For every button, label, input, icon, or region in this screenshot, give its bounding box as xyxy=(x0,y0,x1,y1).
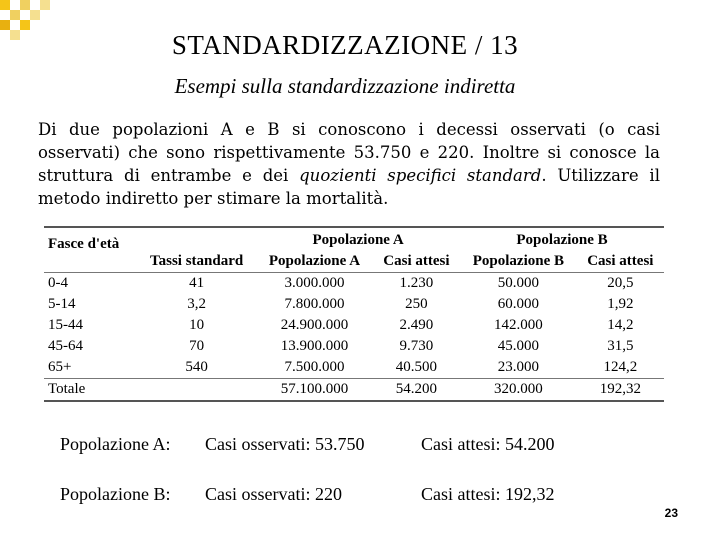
cell: 10 xyxy=(189,317,205,333)
slide-subtitle: Esempi sulla standardizzazione indiretta xyxy=(174,74,516,98)
cell: 320.000 xyxy=(494,381,543,397)
cell: 540 xyxy=(185,359,208,375)
cell: 2.490 xyxy=(399,317,434,333)
cell: 1.230 xyxy=(399,275,434,291)
cell: 50.000 xyxy=(497,275,539,291)
cell: 7.500.000 xyxy=(284,359,345,375)
summary-b-expected: Casi attesi: 192,32 xyxy=(421,484,555,504)
cell: 3,2 xyxy=(187,296,206,312)
intro-text-2: . Utilizzare il metodo indiretto per stimare la mortalità. xyxy=(38,166,660,208)
cell: 142.000 xyxy=(494,317,543,333)
cell: 45-64 xyxy=(48,338,83,354)
table-row xyxy=(44,315,664,336)
slide-title: STANDARDIZZAZIONE / 13 xyxy=(171,30,519,60)
cell: 192,32 xyxy=(599,381,641,397)
summary-a-expected: Casi attesi: 54.200 xyxy=(421,434,555,454)
header-age: Fasce d'età xyxy=(48,236,120,252)
col-casi-b: Casi attesi xyxy=(587,253,654,269)
cell: 23.000 xyxy=(497,359,539,375)
header-pop-a: Popolazione A xyxy=(312,232,404,248)
cell: 57.100.000 xyxy=(280,381,349,397)
col-pop-a: Popolazione A xyxy=(268,253,361,269)
summary-a-label: Popolazione A: xyxy=(60,434,171,454)
cell: 24.900.000 xyxy=(280,317,349,333)
cell: 0-4 xyxy=(48,275,68,291)
cell: 70 xyxy=(189,338,205,354)
data-table xyxy=(44,226,664,402)
table-row xyxy=(44,294,664,315)
cell: 31,5 xyxy=(607,338,634,354)
col-tassi: Tassi standard xyxy=(150,253,244,269)
cell: 9.730 xyxy=(399,338,434,354)
table-row xyxy=(44,336,664,357)
cell: 3.000.000 xyxy=(284,275,345,291)
cell: 41 xyxy=(189,275,205,291)
cell: 7.800.000 xyxy=(284,296,345,312)
cell: 124,2 xyxy=(603,359,638,375)
table-row-total xyxy=(44,379,664,402)
cell: Totale xyxy=(48,381,86,397)
cell: 54.200 xyxy=(395,381,438,397)
table-row xyxy=(44,273,664,295)
cell: 60.000 xyxy=(497,296,539,312)
cell: 65+ xyxy=(48,359,72,375)
cell: 250 xyxy=(405,296,428,312)
col-pop-b: Popolazione B xyxy=(472,253,564,269)
cell: 15-44 xyxy=(48,317,83,333)
cell xyxy=(137,379,256,402)
cell: 5-14 xyxy=(48,296,76,312)
intro-text-1: Di due popolazioni A e B si conoscono i decessi osservati (o casi osservati) che sono rispettivamente 53.750 e 220. Inoltre si conosce la struttura di entrambe e dei xyxy=(38,120,660,185)
summary-a-observed: Casi osservati: 53.750 xyxy=(205,434,365,454)
cell: 40.500 xyxy=(395,359,438,375)
cell: 45.000 xyxy=(497,338,539,354)
summary-b-label: Popolazione B: xyxy=(60,484,171,504)
col-casi-a: Casi attesi xyxy=(383,253,450,269)
header-pop-b: Popolazione B xyxy=(516,232,608,248)
cell: 13.900.000 xyxy=(280,338,349,354)
cell: 1,92 xyxy=(607,296,634,312)
cell: 20,5 xyxy=(607,275,634,291)
table-row xyxy=(44,357,664,379)
cell: 14,2 xyxy=(607,317,634,333)
page-number: 23 xyxy=(664,506,678,520)
intro-paragraph xyxy=(38,118,660,210)
summary-b-observed: Casi osservati: 220 xyxy=(205,484,342,504)
intro-emphasis: quozienti specifici standard xyxy=(299,166,542,185)
